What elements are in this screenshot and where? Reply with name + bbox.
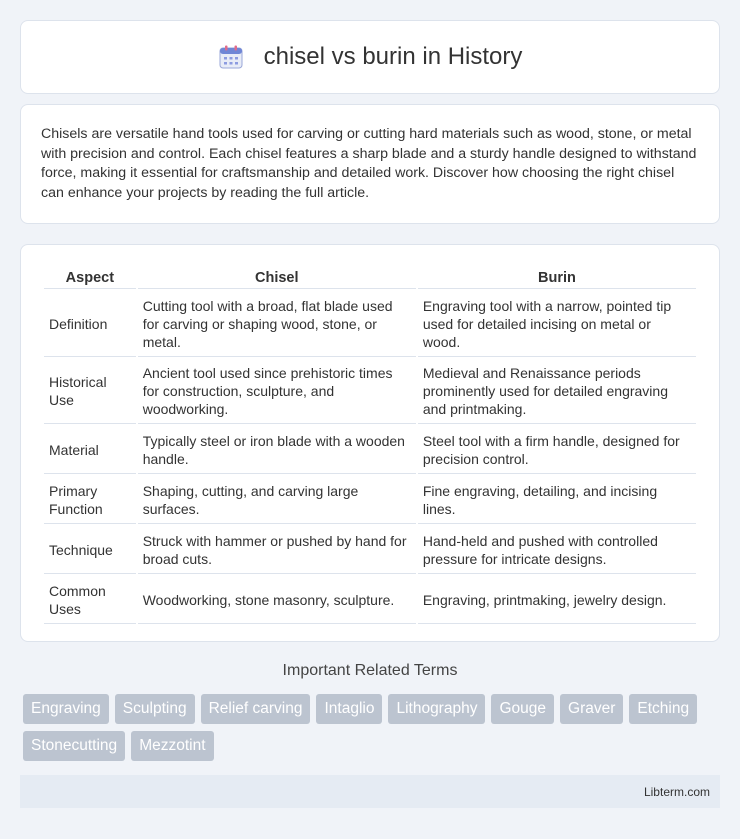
aspect-cell: Material	[44, 426, 136, 474]
related-term-tag[interactable]: Relief carving	[201, 694, 311, 724]
chisel-cell: Woodworking, stone masonry, sculpture.	[138, 576, 416, 624]
related-term-tag[interactable]: Sculpting	[115, 694, 195, 724]
comparison-table-card	[20, 244, 720, 642]
page-title: chisel vs burin in History	[263, 43, 523, 70]
aspect-cell: Historical Use	[44, 359, 136, 424]
aspect-cell: Definition	[44, 291, 136, 357]
table-row	[44, 359, 696, 424]
intro-card	[20, 104, 720, 224]
intro-text: Chisels are versatile hand tools used for carving or cutting hard materials such as wood, stone, or metal with precision and control. Each chisel features a sharp blade and a sturdy handle designed to withstand force, making it essential for craftsmanship and detailed work. Discover how choosing the right chisel can enhance your projects by reading the full article.	[41, 126, 697, 201]
header-aspect: Aspect	[44, 267, 136, 289]
table-header-row	[44, 267, 696, 289]
aspect-cell: Common Uses	[44, 576, 136, 624]
aspect-cell: Primary Function	[44, 476, 136, 524]
header-card	[20, 20, 720, 94]
related-term-tag[interactable]: Stonecutting	[23, 731, 125, 761]
comparison-table	[42, 265, 698, 626]
header-chisel: Chisel	[138, 267, 416, 289]
table-row	[44, 576, 696, 624]
table-row	[44, 476, 696, 524]
table-row	[44, 526, 696, 574]
burin-cell: Medieval and Renaissance periods prominently used for detailed engraving and printmaking.	[418, 359, 696, 424]
footer-site-link[interactable]: Libterm.com	[643, 784, 710, 799]
table-row	[44, 426, 696, 474]
chisel-cell: Typically steel or iron blade with a wooden handle.	[138, 426, 416, 474]
chisel-cell: Cutting tool with a broad, flat blade used for carving or shaping wood, stone, or metal.	[138, 291, 416, 357]
related-term-tag[interactable]: Graver	[560, 694, 623, 724]
calendar-icon	[218, 44, 244, 70]
burin-cell: Fine engraving, detailing, and incising lines.	[418, 476, 696, 524]
related-term-tag[interactable]: Mezzotint	[131, 731, 213, 761]
related-term-tag[interactable]: Intaglio	[316, 694, 382, 724]
burin-cell: Hand-held and pushed with controlled pressure for intricate designs.	[418, 526, 696, 574]
related-term-tag[interactable]: Etching	[629, 694, 697, 724]
related-term-tag[interactable]: Gouge	[491, 694, 554, 724]
related-term-tag[interactable]: Engraving	[23, 694, 109, 724]
chisel-cell: Ancient tool used since prehistoric times for construction, sculpture, and woodworking.	[138, 359, 416, 424]
burin-cell: Engraving tool with a narrow, pointed tip used for detailed incising on metal or wood.	[418, 291, 696, 357]
burin-cell: Steel tool with a firm handle, designed for precision control.	[418, 426, 696, 474]
burin-cell: Engraving, printmaking, jewelry design.	[418, 576, 696, 624]
related-terms-tags	[23, 694, 723, 761]
aspect-cell: Technique	[44, 526, 136, 574]
footer	[20, 775, 720, 808]
header-burin: Burin	[418, 267, 696, 289]
table-row	[44, 291, 696, 357]
chisel-cell: Shaping, cutting, and carving large surfaces.	[138, 476, 416, 524]
related-term-tag[interactable]: Lithography	[388, 694, 485, 724]
related-terms-title: Important Related Terms	[282, 662, 458, 679]
chisel-cell: Struck with hammer or pushed by hand for broad cuts.	[138, 526, 416, 574]
